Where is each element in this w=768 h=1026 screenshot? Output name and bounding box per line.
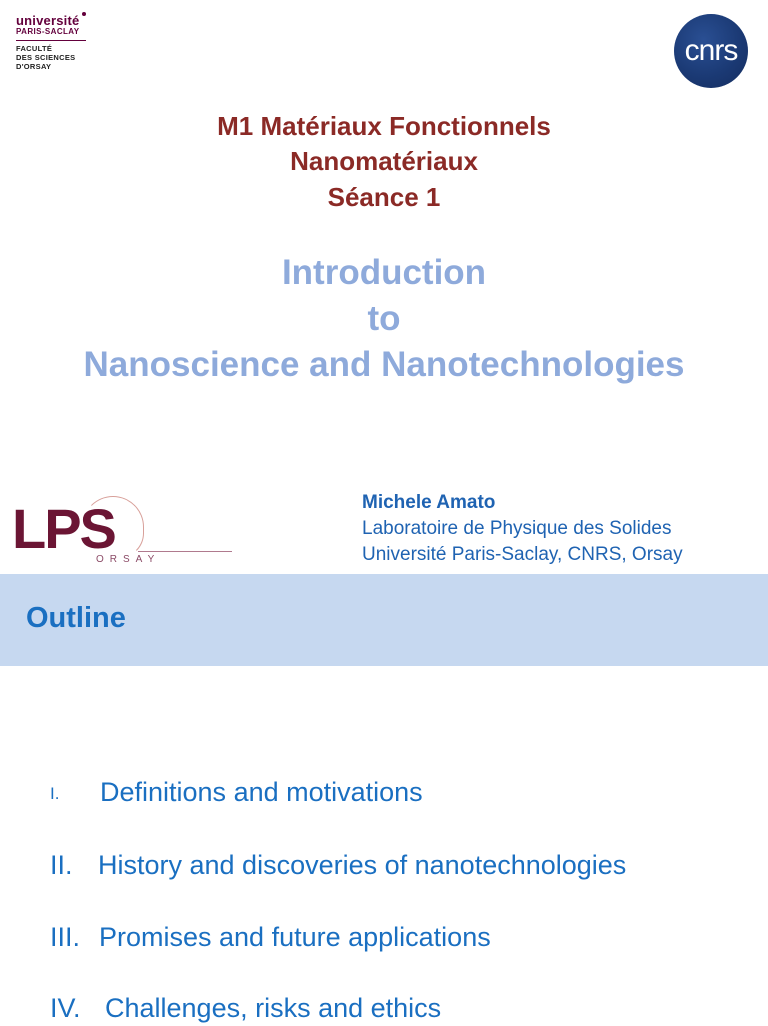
lps-logo-letters: LPS xyxy=(12,497,115,560)
headline-line3: Nanoscience and Nanotechnologies xyxy=(83,345,685,384)
author-block xyxy=(362,490,762,568)
ups-faculty-line1: FACULTÉ xyxy=(16,44,53,53)
outline-item-text: Definitions and motivations xyxy=(100,777,423,807)
cnrs-logo xyxy=(674,14,748,88)
lps-logo-rule xyxy=(138,551,232,552)
author-lab: Laboratoire de Physique des Solides xyxy=(362,518,672,539)
headline-line2: to xyxy=(367,299,401,338)
course-title-line3: Séance 1 xyxy=(327,182,441,212)
author-name: Michele Amato xyxy=(362,492,496,513)
outline-header-bar xyxy=(0,574,768,666)
outline-title: Outline xyxy=(26,602,126,634)
cnrs-logo-text: cnrs xyxy=(684,34,738,67)
ups-logo-subword: PARIS-SACLAY xyxy=(16,27,80,36)
ups-faculty-line2: DES SCIENCES xyxy=(16,53,76,62)
outline-item-number: IV. xyxy=(50,993,81,1023)
outline-item-number: II. xyxy=(50,850,73,880)
outline-item-text: History and discoveries of nanotechnologies xyxy=(98,850,627,880)
course-title-line2: Nanomatériaux xyxy=(290,146,478,176)
ups-logo-rule xyxy=(16,40,86,41)
outline-item-text: Challenges, risks and ethics xyxy=(105,993,442,1023)
outline-item-number: III. xyxy=(50,922,81,952)
universite-paris-saclay-logo xyxy=(16,14,106,88)
ups-logo-word: université xyxy=(16,13,80,28)
outline-item-number: I. xyxy=(50,783,60,803)
ups-logo-dot xyxy=(82,12,86,16)
outline-item-text: Promises and future applications xyxy=(99,922,491,952)
ups-faculty-line3: D'ORSAY xyxy=(16,62,52,71)
outline-item xyxy=(50,919,760,955)
lps-logo-orsay: ORSAY xyxy=(96,554,161,565)
outline-item xyxy=(50,774,760,812)
author-institution: Université Paris-Saclay, CNRS, Orsay xyxy=(362,544,683,565)
outline-item xyxy=(50,847,760,883)
course-title-line1: M1 Matériaux Fonctionnels xyxy=(217,111,551,141)
outline-item xyxy=(50,990,760,1026)
headline-line1: Introduction xyxy=(281,253,487,292)
lps-logo xyxy=(12,494,232,574)
